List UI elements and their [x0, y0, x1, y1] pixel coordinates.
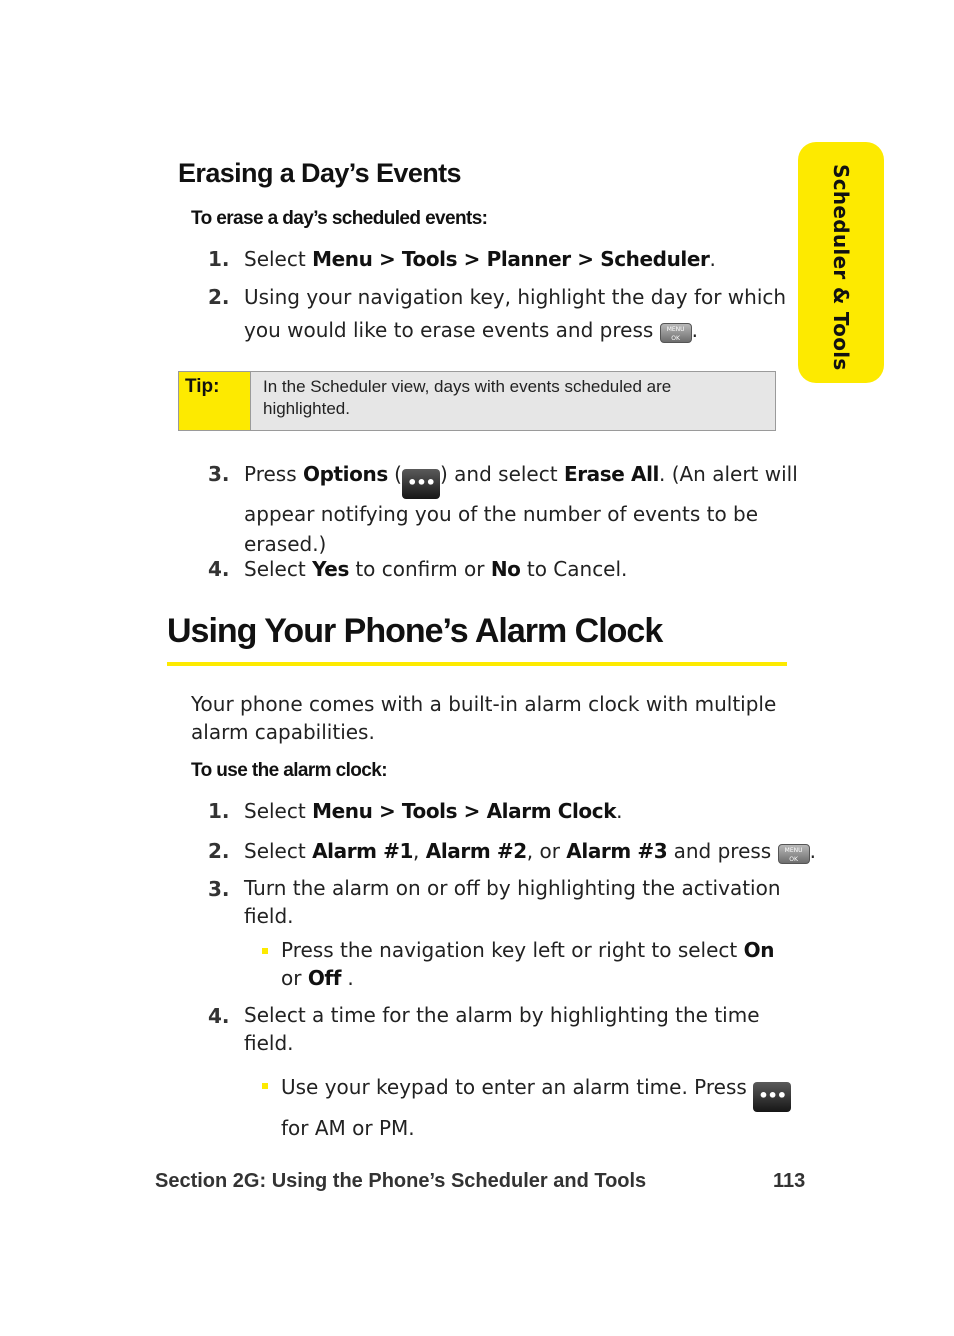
bullet-line: Use your keypad to enter an alarm time. Press — [281, 1075, 747, 1099]
step-line: Using your navigation key, highlight the day for which — [244, 285, 787, 309]
intro-line: alarm capabilities. — [191, 720, 375, 744]
step-text — [244, 874, 781, 930]
alarm-step-2 — [208, 836, 816, 866]
footer-page-number: 113 — [773, 1170, 806, 1192]
step-number: 4. — [208, 1004, 230, 1028]
footer-section-title: Section 2G: Using the Phone’s Scheduler and Tools — [155, 1170, 647, 1192]
no-label: No — [490, 557, 521, 581]
step-text — [244, 282, 786, 345]
bullet-text-pre: Press the navigation key left or right to select — [281, 938, 744, 962]
step-text-pre: Select — [244, 839, 313, 863]
menu-ok-key-icon: MENU OK — [778, 844, 810, 864]
step-text-mid: ) and select — [440, 462, 564, 486]
step-text — [244, 554, 627, 584]
step-text-punct: ( — [387, 462, 402, 486]
step-line: Select a time for the alarm by highlighting the time — [244, 1003, 760, 1027]
bullet-text — [281, 936, 774, 992]
intro-line: Your phone comes with a built-in alarm clock with multiple — [191, 692, 777, 716]
tip-text-line: In the Scheduler view, days with events scheduled are — [263, 377, 672, 396]
options-key-icon: ••• — [402, 469, 440, 499]
tip-box — [178, 371, 776, 431]
step-text — [244, 459, 798, 559]
step-line: field. — [244, 1031, 294, 1055]
menu-path: Menu > Tools > Alarm Clock — [312, 799, 617, 823]
step-text-pre: Press — [244, 462, 303, 486]
step-number: 3. — [208, 462, 230, 486]
step-text-sep: , or — [526, 839, 567, 863]
bullet-marker — [262, 1083, 268, 1089]
alarm-3-label: Alarm #3 — [566, 839, 668, 863]
step-text — [244, 796, 623, 826]
erase-all-label: Erase All — [563, 462, 659, 486]
off-label: Off — [307, 966, 342, 990]
step-text-post: . — [691, 318, 698, 342]
step-text-pre: Select — [244, 247, 313, 271]
erase-step-2 — [208, 282, 788, 346]
options-label: Options — [303, 462, 388, 486]
alarm-step-4 — [208, 1001, 788, 1061]
erase-step-3 — [208, 459, 798, 556]
side-tab — [798, 142, 884, 383]
alarm-bullet-1 — [262, 936, 782, 996]
step-text — [244, 1001, 760, 1057]
step-number: 1. — [208, 247, 230, 271]
step-text-pre: Select — [244, 557, 313, 581]
alarm-bullet-2 — [262, 1071, 787, 1140]
step-line: erased.) — [244, 532, 327, 556]
step-text-post: and press — [667, 839, 772, 863]
step-text-post: to Cancel. — [520, 557, 628, 581]
alarm-intro — [191, 690, 791, 746]
step-line: appear notifying you of the number of events to be — [244, 502, 759, 526]
step-line — [244, 315, 698, 345]
bullet-marker — [262, 948, 268, 954]
step-line: field. — [244, 904, 294, 928]
yes-label: Yes — [312, 557, 349, 581]
erase-step-4 — [208, 554, 788, 584]
step-text-sep: , — [413, 839, 426, 863]
step-text-mid: to confirm or — [348, 557, 491, 581]
tip-text-line: highlighted. — [263, 399, 350, 418]
step-number: 3. — [208, 877, 230, 901]
alarm-2-label: Alarm #2 — [425, 839, 527, 863]
options-key-icon: ••• — [753, 1082, 791, 1112]
tip-label: Tip: — [179, 372, 251, 430]
on-label: On — [743, 938, 775, 962]
main-heading-alarm: Using Your Phone’s Alarm Clock — [167, 612, 663, 650]
side-tab-label: Scheduler & Tools — [829, 164, 853, 371]
step-number: 1. — [208, 799, 230, 823]
menu-path: Menu > Tools > Planner > Scheduler — [312, 247, 710, 271]
step-number: 4. — [208, 557, 230, 581]
section-heading-erase: Erasing a Day’s Events — [178, 158, 461, 188]
step-text-post: . — [616, 799, 623, 823]
step-text-post: . (An alert will — [658, 462, 798, 486]
procedure-title-alarm: To use the alarm clock: — [191, 760, 387, 781]
step-line: Turn the alarm on or off by highlighting the activation — [244, 876, 781, 900]
step-text-pre: you would like to erase events and press — [244, 318, 654, 342]
bullet-text-post: . — [341, 966, 354, 990]
step-number: 2. — [208, 285, 230, 309]
menu-ok-key-icon: MENU OK — [660, 323, 692, 343]
alarm-1-label: Alarm #1 — [312, 839, 414, 863]
step-text-pre: Select — [244, 799, 313, 823]
heading-rule — [167, 662, 787, 666]
alarm-step-3 — [208, 874, 788, 934]
bullet-text-pre: or — [281, 966, 308, 990]
step-text — [244, 836, 816, 866]
step-text-end: . — [809, 839, 816, 863]
bullet-line: for AM or PM. — [281, 1116, 415, 1140]
erase-step-1 — [208, 244, 788, 274]
step-number: 2. — [208, 839, 230, 863]
tip-text — [263, 376, 753, 420]
procedure-title-erase: To erase a day’s scheduled events: — [191, 208, 488, 229]
bullet-text — [281, 1071, 791, 1144]
step-text-post: . — [709, 247, 716, 271]
step-text — [244, 244, 716, 274]
alarm-step-1 — [208, 796, 788, 826]
